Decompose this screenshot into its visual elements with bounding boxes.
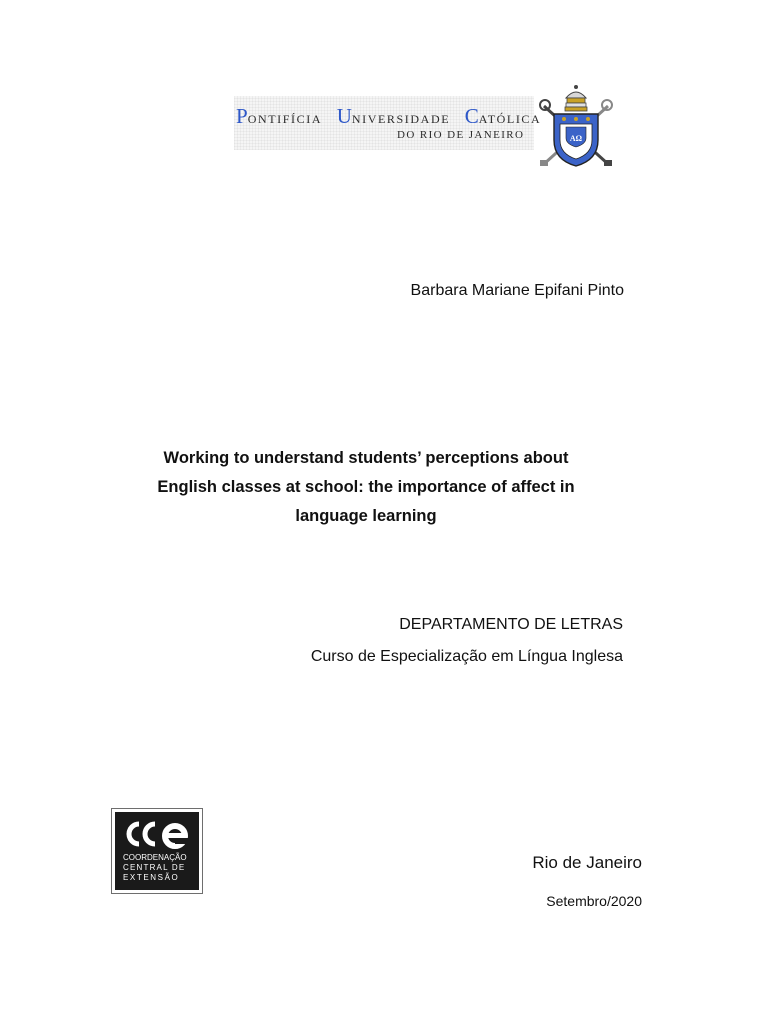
title-line-3: language learning bbox=[295, 507, 437, 525]
title-line-2: English classes at school: the importance of affect in bbox=[157, 478, 575, 496]
cce-logo-panel bbox=[115, 812, 199, 890]
logo-word-pontificia: PONTIFÍCIA bbox=[236, 104, 323, 128]
cce-logo bbox=[111, 808, 203, 894]
university-crest-icon bbox=[536, 84, 616, 170]
university-name-line1 bbox=[236, 104, 551, 129]
title-line-1: Working to understand students’ perceptions about bbox=[163, 449, 569, 467]
svg-text:COORDENAÇÃO: COORDENAÇÃO bbox=[123, 853, 187, 862]
course-name: Curso de Especialização em Língua Inglesa bbox=[310, 648, 623, 665]
puc-rio-logo bbox=[234, 84, 616, 174]
date: Setembro/2020 bbox=[546, 893, 642, 909]
svg-text:EXTENSÃO: EXTENSÃO bbox=[123, 873, 180, 882]
cce-mark-icon bbox=[115, 812, 199, 890]
logo-word-universidade: UNIVERSIDADE bbox=[336, 104, 451, 128]
svg-text:AΩ: AΩ bbox=[569, 134, 583, 143]
thesis-title bbox=[110, 444, 622, 531]
author-name: Barbara Mariane Epifani Pinto bbox=[410, 282, 624, 299]
department-name: DEPARTAMENTO DE LETRAS bbox=[399, 616, 623, 633]
svg-text:CENTRAL DE: CENTRAL DE bbox=[123, 863, 186, 872]
city: Rio de Janeiro bbox=[532, 853, 642, 872]
logo-word-catolica: CATÓLICA bbox=[464, 104, 542, 128]
university-name-line2: DO RIO DE JANEIRO bbox=[397, 129, 525, 141]
